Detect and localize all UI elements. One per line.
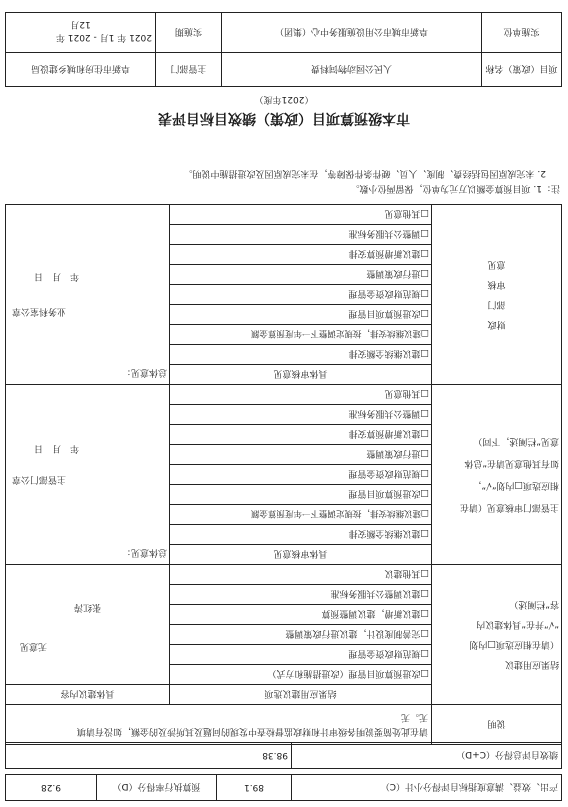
explanation-text-1: 请在此处简要说明各级审计和财政监督检查中发现的问题及其所涉及的金额，如没有请填 — [76, 726, 428, 737]
finance-stamp: 业务科室公章 — [12, 306, 67, 316]
supervisor-option-4[interactable]: □规范财政资金管理 — [170, 465, 432, 485]
explanation-text-2: 无。无 — [400, 712, 428, 723]
period-label: 实施期 — [156, 13, 222, 53]
subtotal-label: 产出、效益、满意度指标自评得分小计（C） — [292, 775, 562, 801]
finance-option-5[interactable]: □进行政策调整 — [170, 265, 432, 285]
finance-label: 财政 部门 审核 意见 — [432, 205, 562, 385]
apply-content-2: 张红涛 — [74, 602, 102, 612]
supervisor-option-5[interactable]: □进行政策调整 — [170, 445, 432, 465]
apply-label: 结果应用建议 （请在相应选项□内划 “√”并在“具体建议内 容”栏阐述） — [432, 565, 562, 705]
apply-table — [5, 564, 562, 705]
period-value — [6, 13, 156, 53]
supervisor-stamp: 主管部门公章 — [12, 474, 67, 484]
form-title: 市本级预算项目（政策）绩效目标自评表 — [158, 110, 410, 126]
apply-header-options: 结果应用建议选项 — [170, 685, 432, 705]
finance-option-3[interactable]: □改进预算项目管理 — [170, 305, 432, 325]
finance-header: 具体审核意见 — [170, 365, 432, 385]
project-label: 项目（政策）名称 — [482, 53, 562, 87]
apply-header-content: 具体建议内容 — [6, 685, 170, 705]
info-table — [5, 12, 562, 87]
unit-value: 阜新市城市公用设施服务中心（集团） — [222, 13, 482, 53]
period-value-2: 12月 — [70, 19, 91, 30]
apply-content — [6, 565, 170, 685]
subtotal-value: 89.1 — [217, 775, 292, 801]
apply-option-3[interactable]: □完善制度设计，建议进行政策调整 — [170, 625, 432, 645]
score-table — [5, 774, 562, 801]
dept-value: 阜新市住房和城乡建设局 — [6, 53, 156, 87]
supervisor-option-8[interactable]: □其他意见 — [170, 385, 432, 405]
notes — [8, 165, 560, 195]
supervisor-total-label: 总体意见： — [121, 547, 167, 557]
supervisor-option-3[interactable]: □改进预算项目管理 — [170, 485, 432, 505]
form-year: （2021年度） — [254, 94, 314, 104]
finance-table — [5, 204, 562, 385]
finance-option-4[interactable]: □规范财政资金管理 — [170, 285, 432, 305]
total-score-label: 绩效自评总得分（C+D） — [292, 743, 562, 769]
finance-total — [6, 205, 170, 385]
apply-option-6[interactable]: □其他建议 — [170, 565, 432, 585]
supervisor-total — [6, 385, 170, 565]
supervisor-date: 年 月 日 — [34, 443, 80, 453]
project-value: 人民公园动物饲料费 — [222, 53, 482, 87]
supervisor-table — [5, 384, 562, 565]
finance-option-1[interactable]: □建议继续全额安排 — [170, 345, 432, 365]
finance-date: 年 月 日 — [34, 271, 80, 281]
note-1: 注：1. 项目预算金额以万元为单位，保留两位小数。 — [350, 183, 560, 193]
supervisor-option-6[interactable]: □建议新增预算安排 — [170, 425, 432, 445]
finance-total-label: 总体意见： — [121, 367, 167, 377]
apply-option-5[interactable]: □建议调整公共服务标准 — [170, 585, 432, 605]
supervisor-label: 主管部门审核意见（请在 相应选项□内划“√”， 如有其他意见请在“总体 意见”栏阐述，下同） — [432, 385, 562, 565]
period-value-1: 2021 年 1月 - 2021 年 — [55, 32, 152, 43]
supervisor-option-7[interactable]: □调整公共服务标准 — [170, 405, 432, 425]
dept-label: 主管部门 — [156, 53, 222, 87]
note-2: 2. 未完成原因包括经费、制度、人员、硬件条件保障等，在未完成原因及改进措施中说明。 — [183, 168, 546, 178]
total-score-value: 98.38 — [6, 743, 292, 769]
finance-option-7[interactable]: □调整公共服务标准 — [170, 225, 432, 245]
explanation-table — [5, 704, 562, 745]
budget-rate-label: 预算执行率得分（D） — [97, 775, 217, 801]
supervisor-option-1[interactable]: □建议继续全额安排 — [170, 525, 432, 545]
supervisor-option-2[interactable]: □建议继续安排，按规定调整下一年度预算金额 — [170, 505, 432, 525]
apply-option-1[interactable]: □改进预算项目管理（改进措施和方式） — [170, 665, 432, 685]
supervisor-header: 具体审核意见 — [170, 545, 432, 565]
finance-option-6[interactable]: □建议新增预算安排 — [170, 245, 432, 265]
apply-option-2[interactable]: □规范财政资金管理 — [170, 645, 432, 665]
apply-content-1: 无意见 — [20, 641, 48, 651]
finance-option-2[interactable]: □建议继续安排，按规定调整下一年度预算金额 — [170, 325, 432, 345]
budget-rate-value: 9.28 — [6, 775, 97, 801]
unit-label: 实施单位 — [482, 13, 562, 53]
finance-option-8[interactable]: □其他意见 — [170, 205, 432, 225]
apply-option-4[interactable]: □建议新增，建议调整预算 — [170, 605, 432, 625]
explanation-label: 说明 — [432, 705, 562, 745]
total-table — [5, 742, 562, 769]
